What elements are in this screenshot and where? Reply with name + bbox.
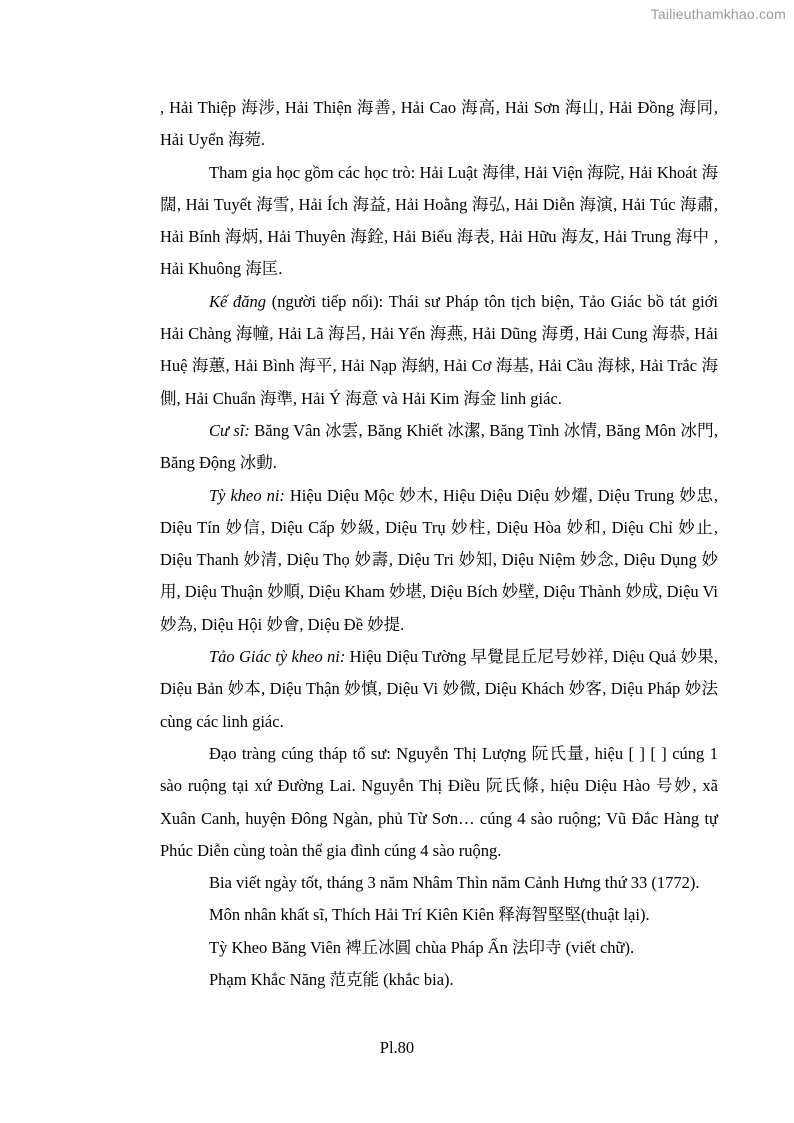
paragraph-narrator [160, 899, 718, 931]
paragraph-donations [160, 738, 718, 867]
paragraph-lay-disciples [160, 415, 718, 480]
paragraph-lead: Tảo Giác tỳ kheo ni: [209, 647, 346, 667]
paragraph-students [160, 157, 718, 286]
paragraph-engraver [160, 964, 718, 996]
paragraph-text: Tỳ Kheo Băng Viên 裨丘冰圓 chùa Pháp Ấn 法印寺 (viết chữ). [209, 937, 635, 957]
paragraph-text: Phạm Khắc Năng 范克能 (khắc bia). [209, 970, 454, 990]
paragraph-successors [160, 286, 718, 415]
paragraph-nuns [160, 480, 718, 641]
paragraph-lead: Tỳ kheo ni: [209, 485, 285, 505]
paragraph-text: Băng Vân 冰雲, Băng Khiết 冰潔, Băng Tình 冰情, Băng Môn 冰門, Băng Động 冰動. [160, 420, 719, 473]
document-body [160, 92, 718, 996]
paragraph-text: Bia viết ngày tốt, tháng 3 năm Nhâm Thìn năm Cảnh Hưng thứ 33 (1772). [209, 873, 700, 893]
page-number: Pl.80 [379, 1038, 415, 1057]
paragraph-text: Hiệu Diệu Tường 早覺昆丘尼号妙祥, Diệu Quả 妙果, Diệu Bản 妙本, Diệu Thận 妙慎, Diệu Vi 妙微, Diệu Khách 妙客, Diệu Pháp 妙法 cùng các linh giác. [160, 647, 718, 731]
paragraph-lead: Kế đăng [209, 291, 267, 311]
paragraph-lead: Cư sĩ: [209, 420, 250, 440]
paragraph-text: Môn nhân khất sĩ, Thích Hải Trí Kiên Kiên 释海智堅堅(thuật lại). [209, 905, 650, 925]
paragraph-date [160, 867, 718, 899]
paragraph-text: Đạo tràng cúng tháp tổ sư: Nguyễn Thị Lượng 阮氏量, hiệu [ ] [ ] cúng 1 sào ruộng tại xứ Đường Lai. Nguyễn Thị Điều 阮氏條, hiệu Diệu Hào 号妙, xã Xuân Canh, huyện Đông Ngàn, phủ Từ Sơn… cúng 4 sào ruộng; Vũ Đắc Hàng tự Phúc Diễn cùng toàn thể gia đình cúng 4 sào ruộng. [160, 743, 718, 860]
paragraph-text: (người tiếp nối): Thái sư Pháp tôn tịch biện, Tảo Giác bồ tát giới Hải Chàng 海幢, Hải Lã 海呂, Hải Yến 海燕, Hải Dũng 海勇, Hải Cung 海恭, Hải Huệ 海蕙, Hải Bình 海平, Hải Nạp 海納, Hải Cơ 海基, Hải Cầu 海梂, Hải Trắc 海側, Hải Chuẩn 海準, Hải Ý 海意 và Hải Kim 海金 linh giác. [160, 291, 718, 408]
paragraph-text: Hiệu Diệu Mộc 妙木, Hiệu Diệu Diệu 妙燿, Diệu Trung 妙忠, Diệu Tín 妙信, Diệu Cấp 妙級, Diệu Trụ 妙柱, Diệu Hòa 妙和, Diệu Chỉ 妙止, Diệu Thanh 妙清, Diệu Thọ 妙壽, Diệu Tri 妙知, Diệu Niệm 妙念, Diệu Dụng 妙用, Diệu Thuận 妙順, Diệu Kham 妙堪, Diệu Bích 妙壁, Diệu Thành 妙成, Diệu Vi 妙為, Diệu Hội 妙會, Diệu Đề 妙提. [160, 485, 718, 634]
paragraph-calligrapher [160, 932, 718, 964]
paragraph-text: , Hải Thiệp 海涉, Hải Thiện 海善, Hải Cao 海高, Hải Sơn 海山, Hải Đồng 海同, Hải Uyển 海菀. [160, 98, 718, 150]
watermark: Tailieuthamkhao.com [650, 6, 786, 22]
paragraph-tao-giac-nuns [160, 641, 718, 738]
paragraph-text: Tham gia học gồm các học trò: Hải Luật 海律, Hải Viện 海院, Hải Khoát 海闊, Hải Tuyết 海雪, Hải Ích 海益, Hải Hoằng 海弘, Hải Diễn 海演, Hải Túc 海肅, Hải Bính 海炳, Hải Thuyên 海銓, Hải Biểu 海表, Hải Hữu 海友, Hải Trung 海中 , Hải Khuông 海匡. [160, 162, 718, 279]
paragraph-continuation [160, 92, 718, 157]
